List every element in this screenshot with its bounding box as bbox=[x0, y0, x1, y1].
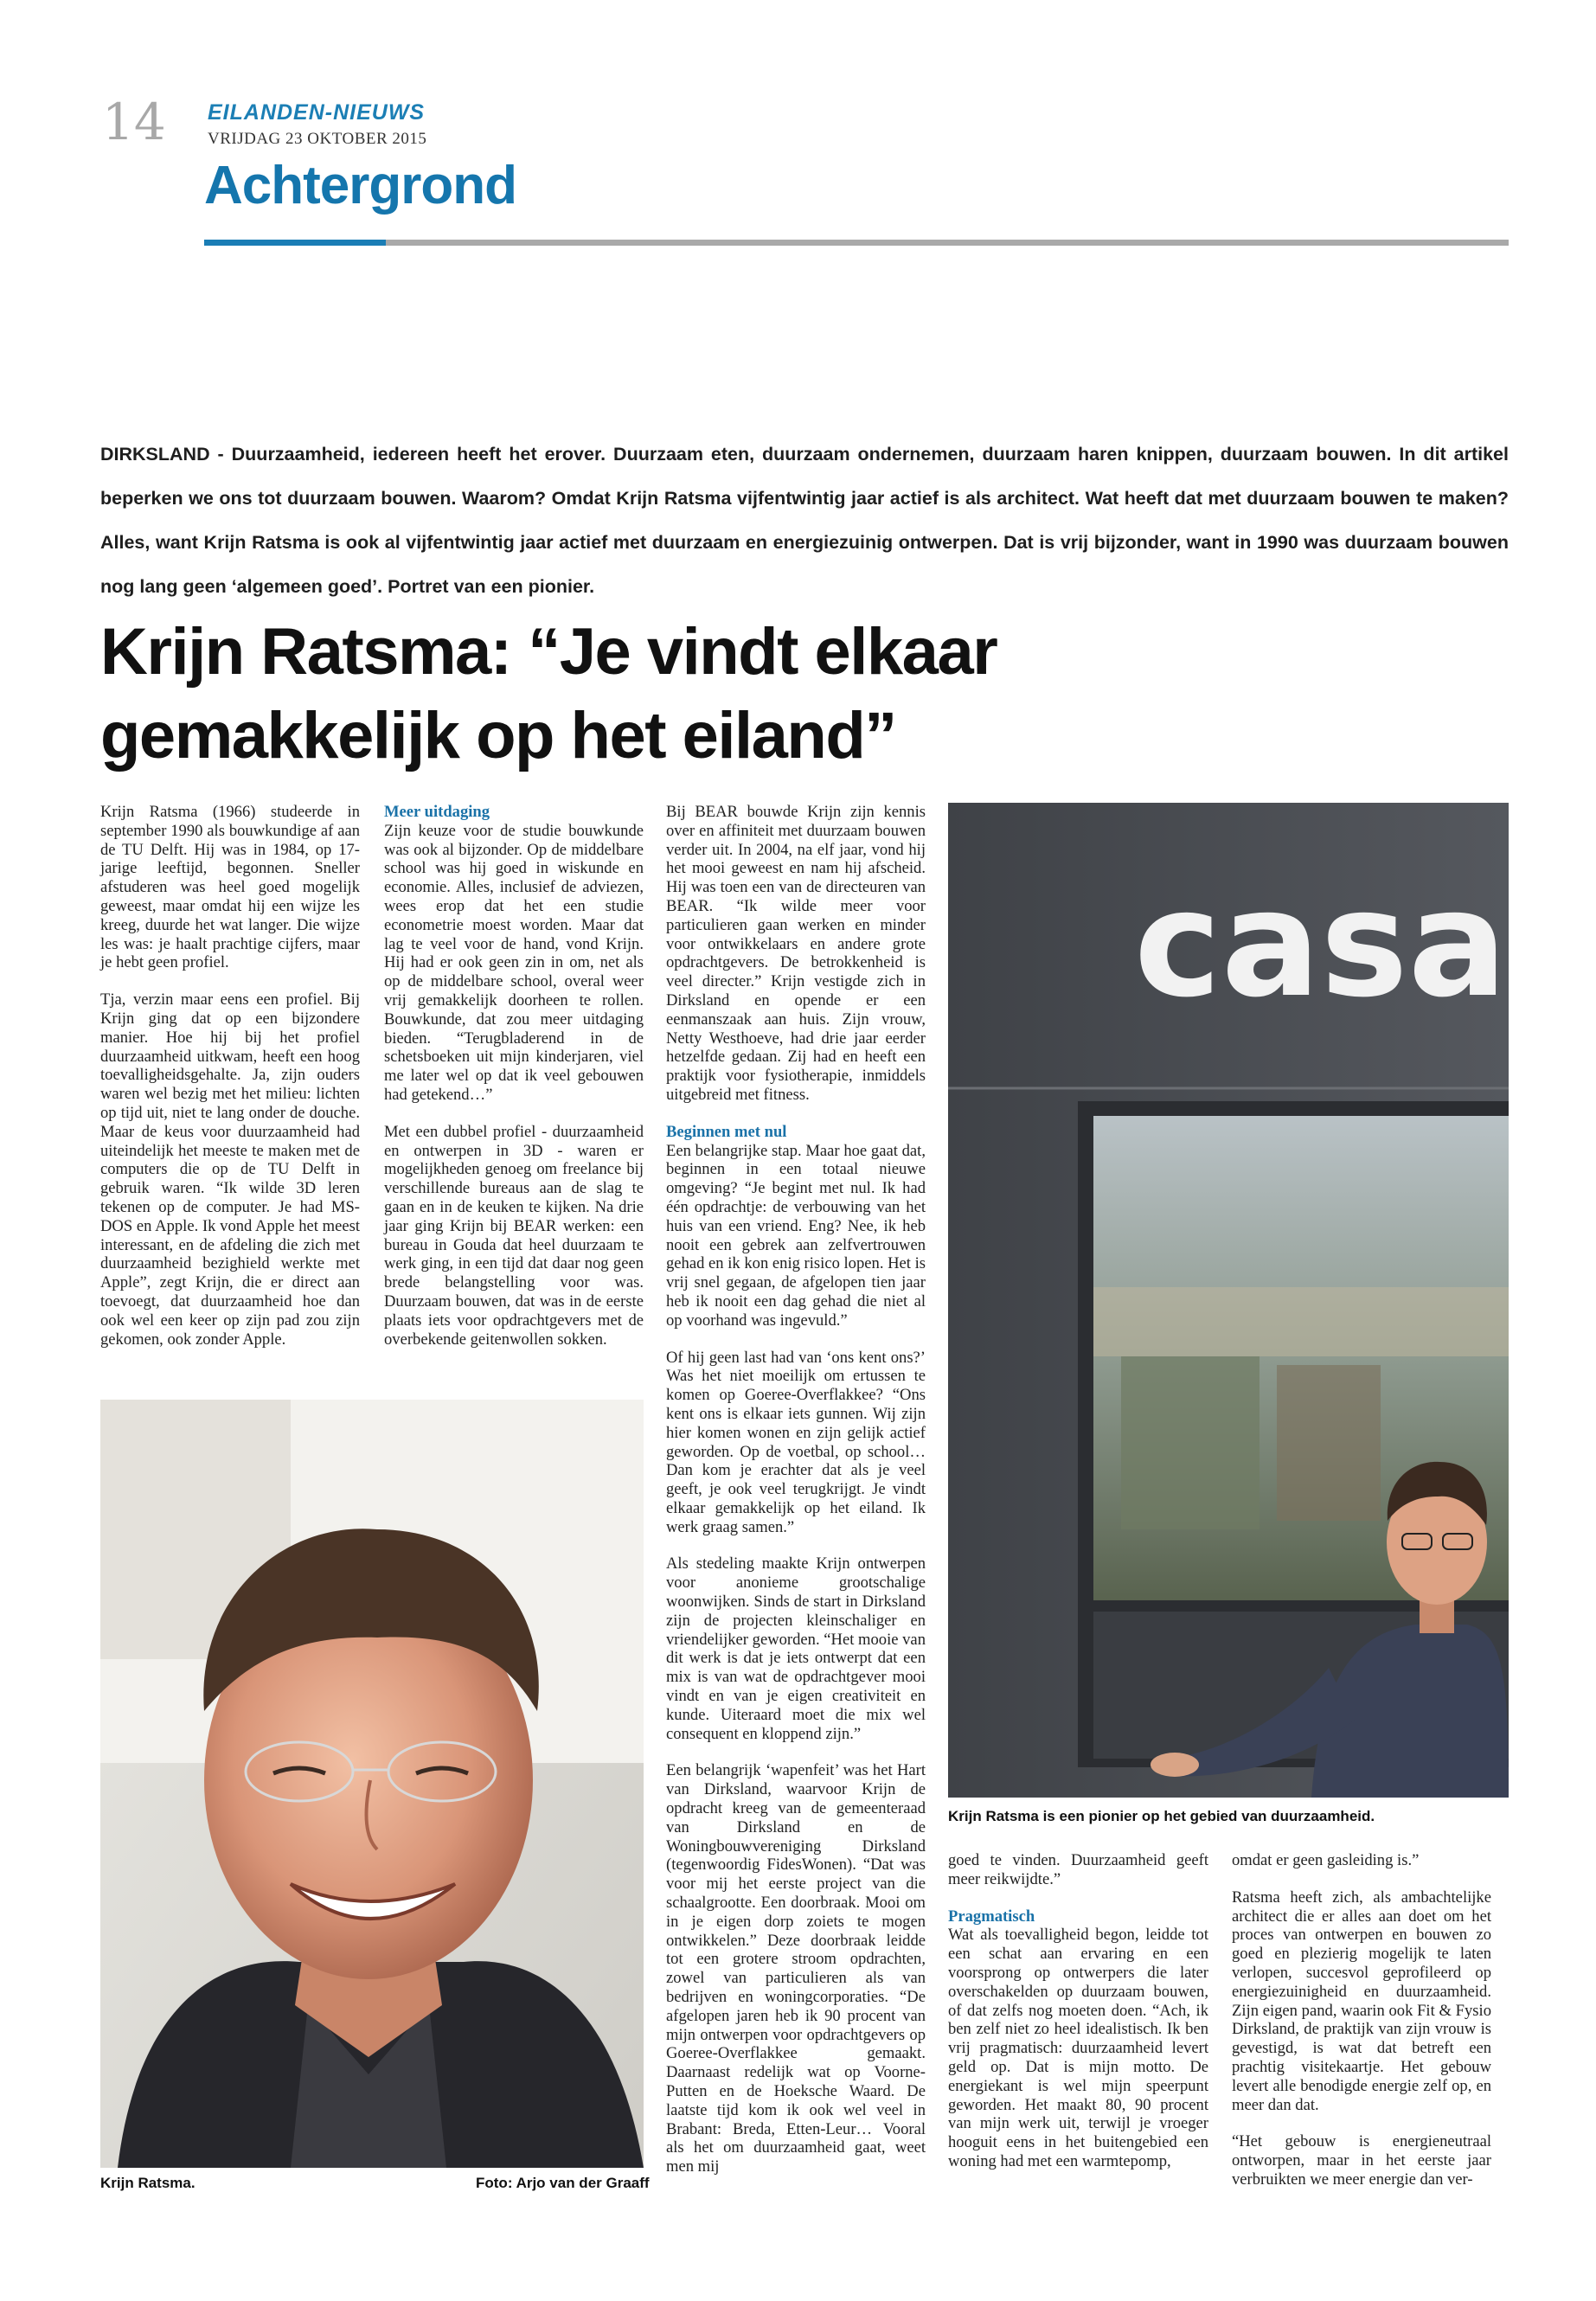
section-rule bbox=[204, 240, 1509, 246]
paragraph: goed te vinden. Duurzaamheid geeft meer reikwijdte.” bbox=[948, 1851, 1208, 1888]
masthead-logo: EILANDEN-NIEUWS bbox=[208, 100, 426, 125]
paragraph: Met een dubbel profiel - duurzaamheid en ontwerpen in 3D - waren er mogelijkheden genoeg om freelance bij verschillende bureaus aan de slag te gaan en in de keuken te kijken. Na drie jaar ging Krijn bij BEAR werken: een bureau in Gouda dat heel duurzaam te werk ging, in een tijd dat daar nog geen brede belangstelling voor was. Duurzaam bouwen, dat was in de eerste plaats iets voor opdrachtgevers met de overbekende geitenwollen sokken. bbox=[384, 1122, 644, 1349]
subheading-meer-uitdaging: Meer uitdaging bbox=[384, 803, 490, 821]
article-column-2 bbox=[384, 803, 644, 1367]
paragraph: Bij BEAR bouwde Krijn zijn kennis over en affiniteit met duurzaam bouwen verder uit. In 2004, na elf jaar, vond hij het mooi geweest en nam hij afscheid. Hij was toen een van de directeuren van BEAR. “Ik wilde meer voor particulieren gaan werken en minder voor ontwikkelaars en andere grote opdrachtgevers. De betrokkenheid is veel directer.” Krijn vestigde zich in Dirksland en opende er een eenmanszaak aan huis. Zijn vrouw, Netty Westhoeve, had drie jaar eerder hetzelfde gedaan. Zij had en heeft een praktijk voor fysiotherapie, inmiddels uitgebreid met fitness. bbox=[666, 803, 926, 1104]
article-column-4 bbox=[948, 1851, 1208, 2189]
page-number: 14 bbox=[102, 93, 166, 151]
paragraph: omdat er geen gasleiding is.” bbox=[1232, 1851, 1420, 1869]
paragraph: Ratsma heeft zich, als ambachtelijke architect die er alles aan doet om het proces van ontwerpen en bouwen zo goed en plezierig mogelijk te laten verlopen, succesvol geprofileerd op energiezuinigheid en duurzaamheid. Zijn eigen pand, waarin ook Fit & Fysio Dirksland, de praktijk van zijn vrouw is gevestigd, is wat dat betreft een prachtig visitekaartje. Het gebouw levert alle benodigde energie zelf op, en meer dan dat. bbox=[1232, 1888, 1491, 2114]
shop-photo-caption: Krijn Ratsma is een pionier op het gebied van duurzaamheid. bbox=[948, 1808, 1375, 1824]
paragraph: Krijn Ratsma (1966) studeerde in september 1990 als bouwkundige af aan de TU Delft. Hij was in 1984, op 17-jarige leeftijd, begonnen. Sneller afstuderen was heel goed mogelijk geweest, maar omdat hij een wijze les kreeg, duurde het wat langer. Die wijze les was: je haalt prachtige cijfers, maar je hebt geen profiel. bbox=[100, 803, 360, 972]
article-column-3 bbox=[666, 803, 926, 2195]
paragraph: Wat als toevalligheid begon, leidde tot een schat aan ervaring en een voorsprong op ontwerpers die later overschakelden op duurzaam bouwen, of dat zelfs nog moeten doen. “Ach, ik ben zelf niet zo heel idealistisch. Ik ben vrij pragmatisch: duurzaamheid levert geld op. Dat is mijn motto. De energiekant is wel mijn speerpunt geworden. Het maakt 80, 90 procent van mijn werk uit, terwijl je vroeger hooguit eens in het buitengebied een woning had met een warmtepomp, bbox=[948, 1926, 1208, 2170]
photo-credit: Foto: Arjo van der Graaff bbox=[476, 2175, 650, 2191]
subheading-pragmatisch: Pragmatisch bbox=[948, 1907, 1035, 1926]
section-title: Achtergrond bbox=[204, 156, 516, 215]
article-column-5 bbox=[1232, 1851, 1491, 2208]
portrait-image bbox=[100, 1400, 644, 2168]
paragraph: Als stedeling maakte Krijn ontwerpen voor anonieme grootschalige woonwijken. Sinds de start in Dirksland zijn de projecten kleinschaliger en vriendelijker geworden. “Het mooie van dit werk is dat je iets ontwerpt dat een mix is van wat de opdrachtgever mooi vindt en van je eigen creativiteit en kunde. Uiteraard moet die mix wel consequent en kloppend zijn.” bbox=[666, 1554, 926, 1743]
shop-image bbox=[948, 803, 1509, 1798]
paragraph: Of hij geen last had van ‘ons kent ons?’ Was het niet moeilijk om ertussen te komen op Goeree-Overflakkee? “Ons kent ons is elkaar iets gunnen. Wij zijn hier komen wonen en zijn gelijk actief geworden. Op de voetbal, op school… Dan kom je erachter dat als je veel geeft, je ook veel terugkrijgt. Je vindt elkaar gemakkelijk op het eiland. Ik werk graag samen.” bbox=[666, 1348, 926, 1536]
subheading-beginnen-met-nul: Beginnen met nul bbox=[666, 1122, 787, 1141]
shop-sign-text: casa bbox=[1134, 859, 1508, 1030]
portrait-caption: Krijn Ratsma. bbox=[100, 2175, 195, 2191]
article-headline: Krijn Ratsma: “Je vindt elkaar gemakkelijk op het eiland” bbox=[100, 615, 997, 772]
article-column-1 bbox=[100, 803, 360, 1367]
paragraph: Een belangrijke stap. Maar hoe gaat dat, beginnen in een totaal nieuwe omgeving? “Je begint met nul. Ik had één opdrachtje: de verbouwing van het huis van een vriend. Eng? Nee, ik heb nooit een gebrek aan zelfvertrouwen gehad en ik kon enig risico lopen. Het is vrij snel gegaan, de afgelopen tien jaar heb ik nooit een dag gehad die niet al op voorhand was ingevuld.” bbox=[666, 1141, 926, 1330]
paragraph: Zijn keuze voor de studie bouwkunde was ook al bijzonder. Op de middelbare school was hij goed in wiskunde en economie. Alles, inclusief de adviezen, wees erop dat het een studie econometrie moest worden. Maar dat lag te veel voor de hand, vond Krijn. Hij had er ook geen zin in om, net als op de middelbare school, overal weer vrij gemakkelijk doorheen te rollen. Bouwkunde, dat zou meer uitdaging bieden. “Terugbladerend in de schetsboeken uit mijn kinderjaren, viel me later wel op dat ik veel gebouwen had getekend…” bbox=[384, 821, 644, 1104]
publication-date: VRIJDAG 23 OKTOBER 2015 bbox=[208, 130, 427, 148]
paragraph: Een belangrijk ‘wapenfeit’ was het Hart van Dirksland, waarvoor Krijn de opdracht kreeg van de gemeenteraad van Dirksland en de Woningbouwvereniging Dirksland (tegenwoordig FidesWonen). “Dat was voor mij het eerste project van die schaalgrootte. Een doorbraak. Mooi om in je eigen dorp zoiets te mogen ontwikkelen.” Deze doorbraak leidde tot een grotere stroom opdrachten, zowel van particulieren als van bedrijven en woningcorporaties. “De afgelopen jaren heb ik 90 procent van mijn ontwerpen voor opdrachtgevers op Goeree-Overflakkee gemaakt. Daarnaast redelijk wat op Voorne-Putten en de Hoeksche Waard. De laatste tijd kom ik ook wel veel in Brabant: Breda, Etten-Leur… Vooral als het om duurzaamheid gaat, weet men mij bbox=[666, 1761, 926, 2176]
paragraph: “Het gebouw is energieneutraal ontworpen, maar in het eerste jaar verbruikten we meer energie dan ver- bbox=[1232, 2132, 1491, 2189]
section-rule-accent bbox=[204, 240, 386, 246]
portrait-photo bbox=[100, 1400, 644, 2168]
article-intro: DIRKSLAND - Duurzaamheid, iedereen heeft het erover. Duurzaam eten, duurzaam ondernemen, duurzaam haren knippen, duurzaam bouwen. In dit artikel beperken we ons tot duurzaam bouwen. Waarom? Omdat Krijn Ratsma vijfentwintig jaar actief is als architect. Wat heeft dat met duurzaam bouwen te maken? Alles, want Krijn Ratsma is ook al vijfentwintig jaar actief met duurzaam en energiezuinig ontwerpen. Dat is vrij bijzonder, want in 1990 was duurzaam bouwen nog lang geen ‘algemeen goed’. Portret van een pionier. bbox=[100, 444, 1509, 597]
shop-photo bbox=[948, 803, 1509, 1798]
paragraph: Tja, verzin maar eens een profiel. Bij Krijn ging dat op een bijzondere manier. Hoe hij bij het profiel duurzaamheid uitkwam, heeft een hoog toevalligheidsgehalte. Ja, zijn ouders waren wel bezig met het milieu: lichten op tijd uit, niet te lang onder de douche. Maar de keus voor duurzaamheid had uiteindelijk het meeste te maken met de computers die op de TU Delft in gebruik waren. “Ik wilde 3D leren tekenen op de computer. Je had MS-DOS en Apple. Ik vond Apple het meest interessant, en de afdeling die zich met duurzaamheid bezighield werkte met Apple”, zegt Krijn, die er direct aan toevoegt, dat duurzaamheid hoe dan ook wel een keer op zijn pad zou zijn gekomen, ook zonder Apple. bbox=[100, 990, 360, 1349]
